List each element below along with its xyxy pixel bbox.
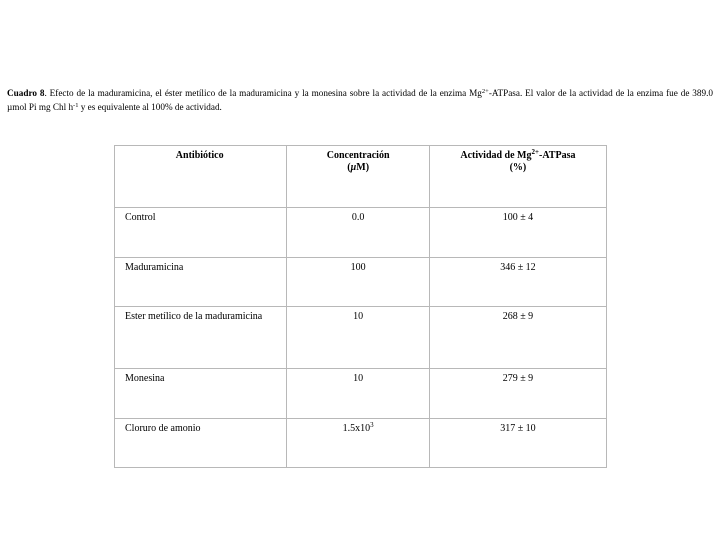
table-row (115, 258, 607, 307)
header-activity-label: Actividad de Mg (460, 150, 532, 161)
header-antibiotic: Antibiótico (115, 146, 287, 208)
caption-superscript-charge: 2+ (481, 88, 489, 96)
header-activity: Actividad de $Mg^{2+}$-ATPasa (%) (429, 146, 606, 208)
caption-text-part-1: . Efecto de la maduramicina, el éster metílico de la maduramicina y la monesina sobre la actividad de la enzima Mg (44, 88, 482, 99)
table-caption (7, 87, 713, 114)
table-row (115, 307, 607, 369)
activity-table (114, 145, 607, 468)
header-activity-superscript: 2+ (531, 148, 539, 156)
caption-superscript-inverse-hour: -1 (73, 101, 79, 109)
header-concentration-unit: M) (356, 162, 370, 173)
caption-text-part-3: y es equivalente al 100% de actividad. (78, 101, 222, 112)
cell-activity: 317 ± 10 (429, 419, 606, 468)
concentration-base: 1.5x10 (342, 423, 371, 434)
cell-activity: 268 ± 9 (429, 307, 606, 369)
cell-antibiotic: Ester metílico de la maduramicina (115, 307, 287, 369)
cell-concentration: 10 (287, 307, 429, 369)
cell-concentration (287, 419, 429, 468)
table-row (115, 208, 607, 258)
cell-activity: 346 ± 12 (429, 258, 606, 307)
cell-antibiotic: Maduramicina (115, 258, 287, 307)
cell-antibiotic: Control (115, 208, 287, 258)
header-concentration-label: Concentración (326, 150, 390, 161)
table-header-row (115, 146, 607, 208)
cell-concentration: 0.0 (287, 208, 429, 258)
caption-text-part-2: -ATPasa. El valor de la actividad de la enzima fue de 389.0 µmol Pi mg Chl h (7, 88, 713, 112)
cell-activity: 100 ± 4 (429, 208, 606, 258)
table-row (115, 419, 607, 468)
header-concentration: Concentración (µM) (287, 146, 429, 208)
cell-concentration: 10 (287, 369, 429, 419)
header-activity-unit: (%) (509, 162, 527, 173)
cell-antibiotic: Cloruro de amonio (115, 419, 287, 468)
table-row (115, 369, 607, 419)
cell-concentration: 100 (287, 258, 429, 307)
concentration-exponent: 3 (370, 421, 374, 429)
cell-activity: 279 ± 9 (429, 369, 606, 419)
caption-label: Cuadro 8 (7, 88, 45, 99)
header-concentration-mu: µ (350, 162, 357, 173)
cell-antibiotic: Monesina (115, 369, 287, 419)
